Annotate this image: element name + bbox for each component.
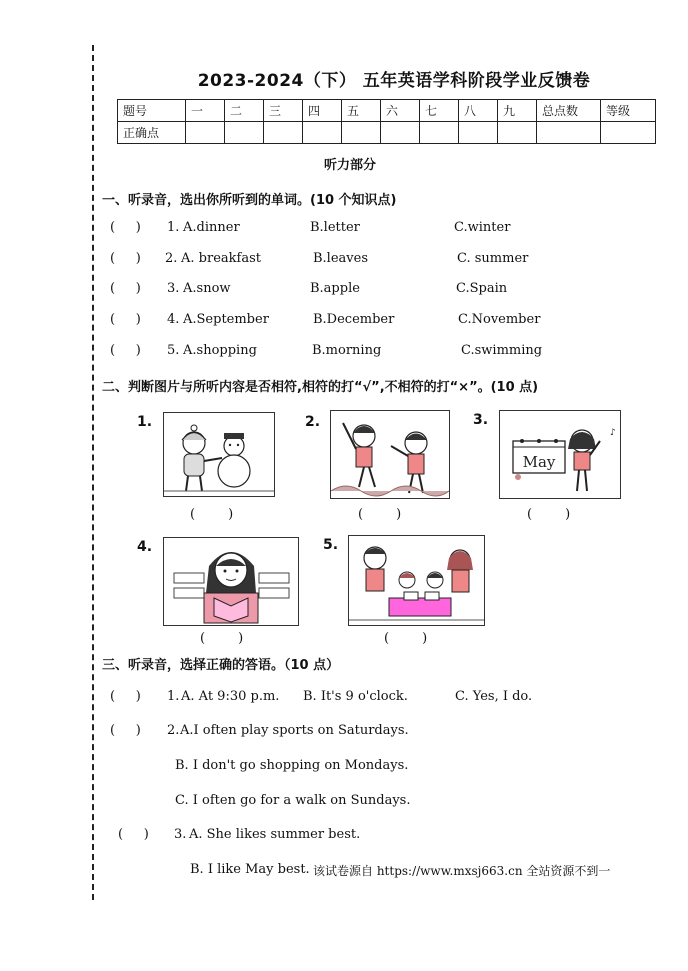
option-b: B. I like May best.: [190, 862, 310, 877]
option-c: C. I often go for a walk on Sundays.: [175, 793, 411, 808]
snowman-picture: [163, 412, 275, 497]
answer-parentheses[interactable]: ( ): [110, 723, 141, 738]
exercise-illustration: [331, 411, 449, 498]
score-cell: 二: [225, 100, 264, 122]
picture-number: 5.: [323, 537, 339, 553]
answer-parentheses[interactable]: ( ): [118, 827, 149, 842]
answer-parentheses[interactable]: ( ): [190, 507, 234, 522]
answer-parentheses[interactable]: ( ): [358, 507, 402, 522]
answer-parentheses[interactable]: ( ): [384, 631, 428, 646]
option-c: C. Yes, I do.: [455, 689, 533, 704]
option-b: B.December: [313, 312, 395, 327]
option-b: B. It's 9 o'clock.: [303, 689, 408, 704]
score-cell: 九: [498, 100, 537, 122]
option-a: A.shopping: [183, 343, 257, 358]
score-table-answer-row: [118, 122, 656, 144]
score-cell: 题号: [118, 100, 186, 122]
score-cell: 正确点: [118, 122, 186, 144]
picture-number: 2.: [305, 414, 321, 430]
option-c: C.swimming: [461, 343, 543, 358]
score-cell: 等级: [601, 100, 656, 122]
score-cell: 五: [342, 100, 381, 122]
score-table-header-row: [118, 100, 656, 122]
score-table: [117, 99, 656, 144]
may-calendar-picture: [499, 410, 621, 499]
picnic-illustration: [349, 536, 484, 625]
picture-number: 3.: [473, 412, 489, 428]
answer-parentheses[interactable]: ( ): [527, 507, 571, 522]
answer-parentheses[interactable]: ( ): [110, 689, 141, 704]
reading-girl-picture: [163, 537, 299, 626]
option-c: C.November: [458, 312, 541, 327]
answer-parentheses[interactable]: ( ): [110, 281, 141, 296]
section3-title: 三、听录音，选择正确的答语。（10 点）: [102, 658, 340, 673]
binding-line: [92, 45, 94, 900]
picture-number: 4.: [137, 539, 153, 555]
score-cell: 一: [186, 100, 225, 122]
score-cell: 八: [459, 100, 498, 122]
question-number: 2.: [165, 251, 178, 266]
option-a: A.dinner: [183, 220, 240, 235]
score-cell: 三: [264, 100, 303, 122]
may-illustration: [500, 411, 620, 498]
answer-parentheses[interactable]: ( ): [110, 251, 141, 266]
question-number: 2.: [167, 723, 180, 738]
question-number: 4.: [167, 312, 180, 327]
option-a: A.snow: [183, 281, 231, 296]
svg-text:♪: ♪: [610, 428, 616, 438]
snowman-illustration: [164, 413, 274, 496]
option-a: A.September: [183, 312, 269, 327]
score-cell: 七: [420, 100, 459, 122]
question-number: 3.: [174, 827, 187, 842]
exercising-kids-picture: [330, 410, 450, 499]
answer-parentheses[interactable]: ( ): [110, 220, 141, 235]
option-b: B.apple: [310, 281, 360, 296]
calendar-month-label: May: [522, 453, 556, 471]
option-b: B. I don't go shopping on Mondays.: [175, 758, 409, 773]
option-b: B.morning: [312, 343, 382, 358]
answer-parentheses[interactable]: ( ): [110, 343, 141, 358]
family-picnic-picture: [348, 535, 485, 626]
option-a: A. At 9:30 p.m.: [181, 689, 280, 704]
option-b: B.letter: [310, 220, 360, 235]
question-number: 3.: [167, 281, 180, 296]
picture-number: 1.: [137, 414, 153, 430]
option-c: C.winter: [454, 220, 511, 235]
option-b: B.leaves: [313, 251, 368, 266]
score-cell: 四: [303, 100, 342, 122]
source-note: 该试卷源自 https://www.mxsj663.cn 全站资源不到一: [313, 864, 611, 878]
score-cell: 总点数: [537, 100, 601, 122]
question-number: 1.: [167, 220, 180, 235]
option-a: A. She likes summer best.: [189, 827, 361, 842]
page-title: 2023-2024（下） 五年英语学科阶段学业反馈卷: [197, 71, 591, 91]
question-number: 5.: [167, 343, 180, 358]
listening-heading: 听力部分: [323, 158, 376, 173]
question-number: 1.: [167, 689, 180, 704]
reading-illustration: [164, 538, 298, 625]
score-cell: 六: [381, 100, 420, 122]
section2-title: 二、判断图片与所听内容是否相符,相符的打“√”,不相符的打“×”。(10 点): [102, 380, 539, 395]
option-c: C.Spain: [456, 281, 508, 296]
answer-parentheses[interactable]: ( ): [200, 631, 244, 646]
option-c: C. summer: [457, 251, 529, 266]
option-a: A.I often play sports on Saturdays.: [180, 723, 409, 738]
section1-title: 一、听录音，选出你所听到的单词。(10 个知识点): [102, 193, 397, 208]
option-a: A. breakfast: [181, 251, 261, 266]
answer-parentheses[interactable]: ( ): [110, 312, 141, 327]
